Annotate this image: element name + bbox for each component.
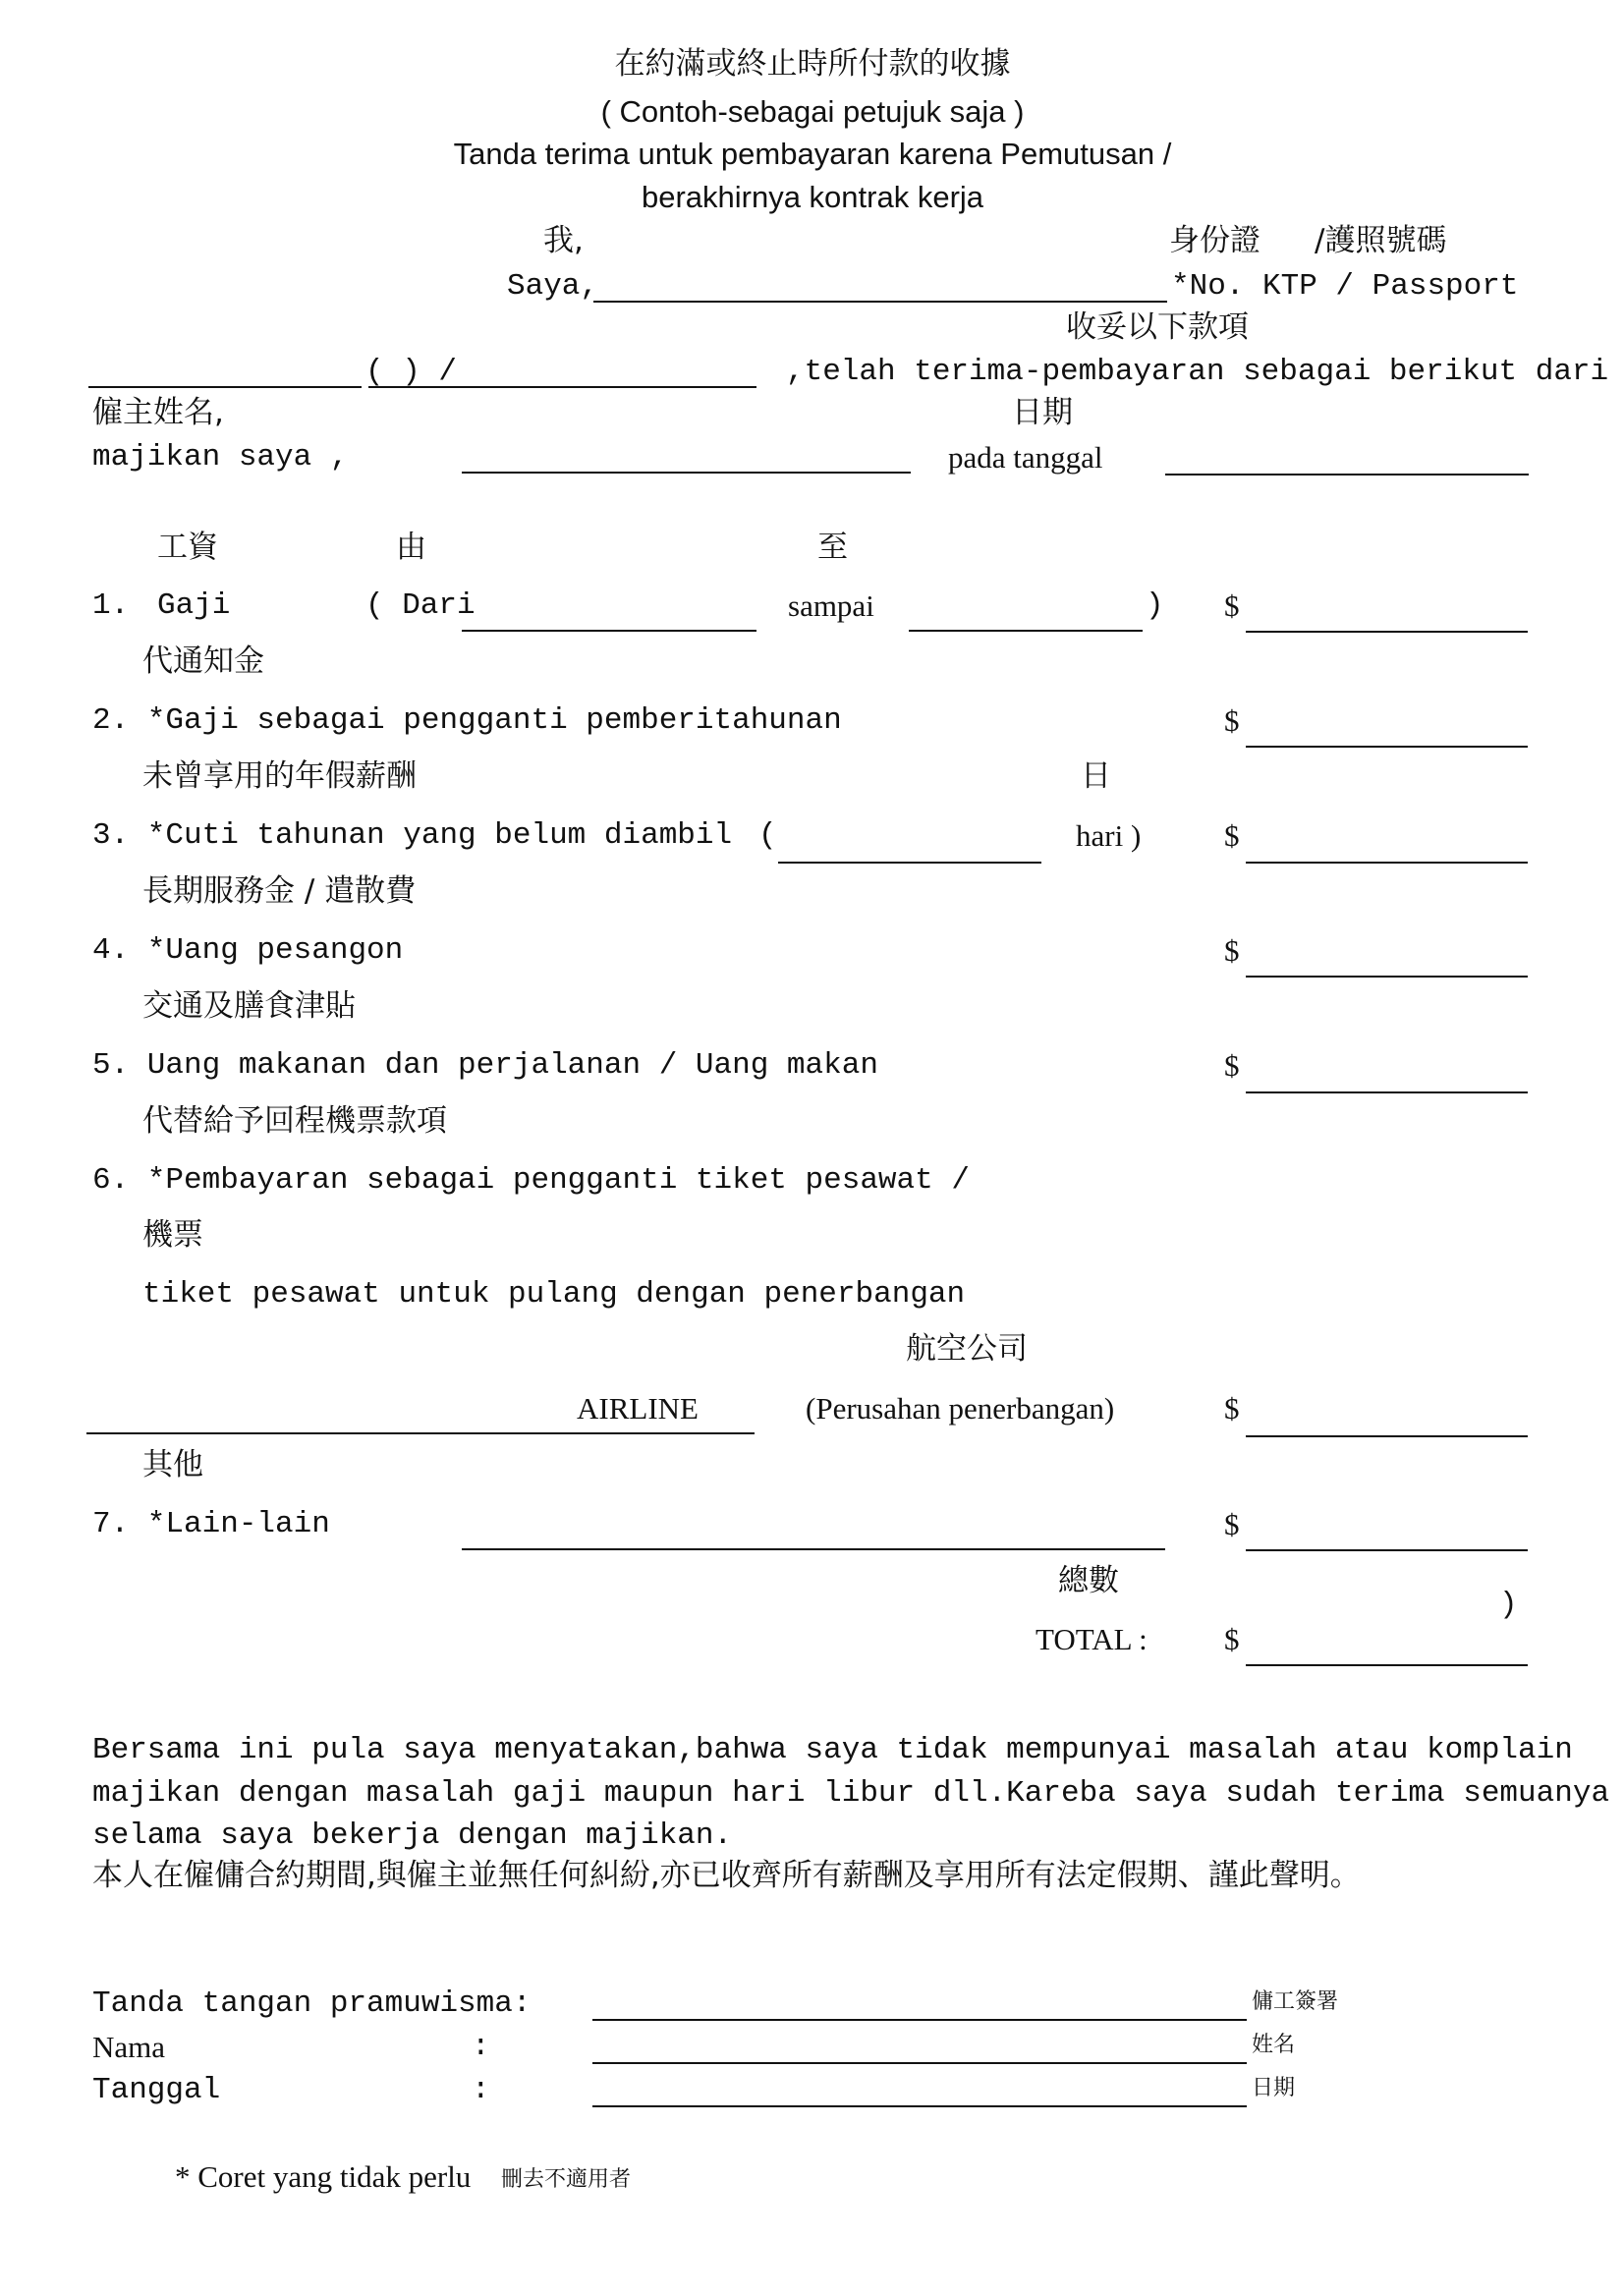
total-label-zh: 總數 xyxy=(1058,1563,1119,1598)
title-line-1: Tanda terima untuk pembayaran karena Pemutusan / xyxy=(453,137,1172,171)
item1-close: ) xyxy=(1146,588,1164,623)
title-chinese: 在約滿或終止時所付款的收據 xyxy=(614,46,1011,82)
item1-dari: ( Dari xyxy=(365,588,476,623)
item5-amount-line[interactable] xyxy=(1246,1091,1528,1093)
footnote-text: * Coret yang tidak perlu xyxy=(175,2159,472,2194)
airline-label: AIRLINE xyxy=(577,1391,699,1426)
saya-label: Saya, xyxy=(507,269,599,304)
item5-label: 5. Uang makanan dan perjalanan / Uang makan xyxy=(92,1048,878,1083)
airline-label-zh: 航空公司 xyxy=(906,1331,1028,1367)
item2-amount-line[interactable] xyxy=(1246,746,1528,748)
airline-name-line[interactable] xyxy=(86,1432,755,1434)
item3-label: 3. *Cuti tahunan yang belum diambil xyxy=(92,818,733,853)
passport-label-zh: /護照號碼 xyxy=(1315,223,1447,258)
signature-date-line[interactable] xyxy=(592,2105,1247,2107)
airline-label-id: (Perusahan penerbangan) xyxy=(806,1391,1115,1426)
id-card-label-zh: 身份證 xyxy=(1169,223,1260,258)
total-amount-line[interactable] xyxy=(1246,1664,1528,1666)
item1-amount-line[interactable] xyxy=(1246,631,1528,633)
name-blank-line[interactable] xyxy=(593,301,1167,303)
item7-label: 7. *Lain-lain xyxy=(92,1507,330,1541)
declaration-line-1: Bersama ini pula saya menyatakan,bahwa saya tidak mempunyai masalah atau komplain xyxy=(92,1733,1573,1767)
to-label-zh: 至 xyxy=(817,530,848,565)
item1-dollar: $ xyxy=(1224,588,1240,623)
item3-open-paren: ( xyxy=(758,818,777,853)
ticket-label-zh: 機票 xyxy=(142,1217,203,1253)
footnote-zh: 刪去不適用者 xyxy=(501,2167,632,2192)
day-label-zh: 日 xyxy=(1081,758,1111,794)
notice-label-zh: 代通知金 xyxy=(142,643,264,679)
item1-number: 1. xyxy=(92,588,130,623)
date-label: Tanggal xyxy=(92,2073,221,2107)
leave-label-zh: 未曾享用的年假薪酬 xyxy=(142,758,417,794)
passport-number-line[interactable] xyxy=(368,386,756,388)
date-label-zh: 日期 xyxy=(1012,395,1073,430)
item6-line2: tiket pesawat untuk pulang dengan penerbangan xyxy=(142,1277,966,1312)
ticket-payment-label-zh: 代替給予回程機票款項 xyxy=(142,1103,447,1139)
allowance-label-zh: 交通及膳食津貼 xyxy=(142,988,356,1024)
item2-dollar: $ xyxy=(1224,703,1240,738)
wage-to-line[interactable] xyxy=(909,630,1143,632)
item6-label: 6. *Pembayaran sebagai pengganti tiket pesawat / xyxy=(92,1163,970,1198)
other-label-zh: 其他 xyxy=(142,1447,203,1482)
item1-sampai: sampai xyxy=(788,588,874,623)
severance-label-zh: 長期服務金 / 遣散費 xyxy=(142,873,417,909)
wage-from-line[interactable] xyxy=(462,630,756,632)
date-colon: : xyxy=(472,2073,490,2107)
declaration-zh: 本人在僱傭合約期間,與僱主並無任何糾紛,亦已收齊所有薪酬及享用所有法定假期、謹此聲明。 xyxy=(92,1858,1361,1893)
pada-tanggal-label: pada tanggal xyxy=(948,440,1103,475)
receipt-date-line[interactable] xyxy=(1165,474,1529,475)
item6-amount-line[interactable] xyxy=(1246,1435,1528,1437)
name-label-zh: 姓名 xyxy=(1252,2033,1296,2057)
other-description-line[interactable] xyxy=(462,1548,1165,1550)
item4-label: 4. *Uang pesangon xyxy=(92,933,404,968)
item4-amount-line[interactable] xyxy=(1246,976,1528,978)
item4-dollar: $ xyxy=(1224,933,1240,968)
title-line-2: berakhirnya kontrak kerja xyxy=(641,180,984,214)
item5-dollar: $ xyxy=(1224,1048,1240,1083)
total-dollar: $ xyxy=(1224,1622,1240,1656)
item1-label: Gaji xyxy=(157,588,231,623)
employer-name-line[interactable] xyxy=(462,472,911,474)
item6-dollar: $ xyxy=(1224,1391,1240,1426)
id-number-line[interactable] xyxy=(88,386,362,388)
received-text: ,telah terima-pembayaran sebagai berikut dari xyxy=(786,355,1609,389)
received-label-zh: 收妥以下款項 xyxy=(1066,309,1249,345)
name-label: Nama xyxy=(92,2030,166,2064)
item7-amount-line[interactable] xyxy=(1246,1549,1528,1551)
employer-label-zh: 僱主姓名, xyxy=(92,395,224,430)
date-label-zh-sign: 日期 xyxy=(1252,2076,1296,2100)
declaration-line-3: selama saya bekerja dengan majikan. xyxy=(92,1818,733,1853)
from-label-zh: 由 xyxy=(396,530,426,565)
subtitle-example: ( Contoh-sebagai petujuk saja ) xyxy=(600,94,1025,129)
leave-days-line[interactable] xyxy=(778,862,1041,864)
declaration-line-2: majikan dengan masalah gaji maupun hari libur dll.Kareba saya sudah terima semuanya xyxy=(92,1776,1610,1811)
item2-label: 2. *Gaji sebagai pengganti pemberitahunan xyxy=(92,703,842,738)
signature-label: Tanda tangan pramuwisma: xyxy=(92,1986,532,2021)
signature-name-line[interactable] xyxy=(592,2062,1247,2064)
id-passport-label: *No. KTP / Passport xyxy=(1171,269,1519,304)
wage-label-zh: 工資 xyxy=(157,530,218,565)
item3-dollar: $ xyxy=(1224,818,1240,853)
signature-line[interactable] xyxy=(592,2019,1247,2021)
name-colon: : xyxy=(472,2030,490,2064)
total-label: TOTAL : xyxy=(1036,1622,1148,1656)
item7-dollar: $ xyxy=(1224,1507,1240,1541)
wo-label-zh: 我, xyxy=(543,223,584,258)
item3-amount-line[interactable] xyxy=(1246,862,1528,864)
majikan-label: majikan saya , xyxy=(92,440,349,475)
paren-slash: ( ) / xyxy=(365,355,458,389)
item3-hari: hari ) xyxy=(1076,818,1142,853)
total-close-paren: ) xyxy=(1499,1588,1518,1622)
signature-label-zh: 傭工簽署 xyxy=(1252,1989,1339,2014)
